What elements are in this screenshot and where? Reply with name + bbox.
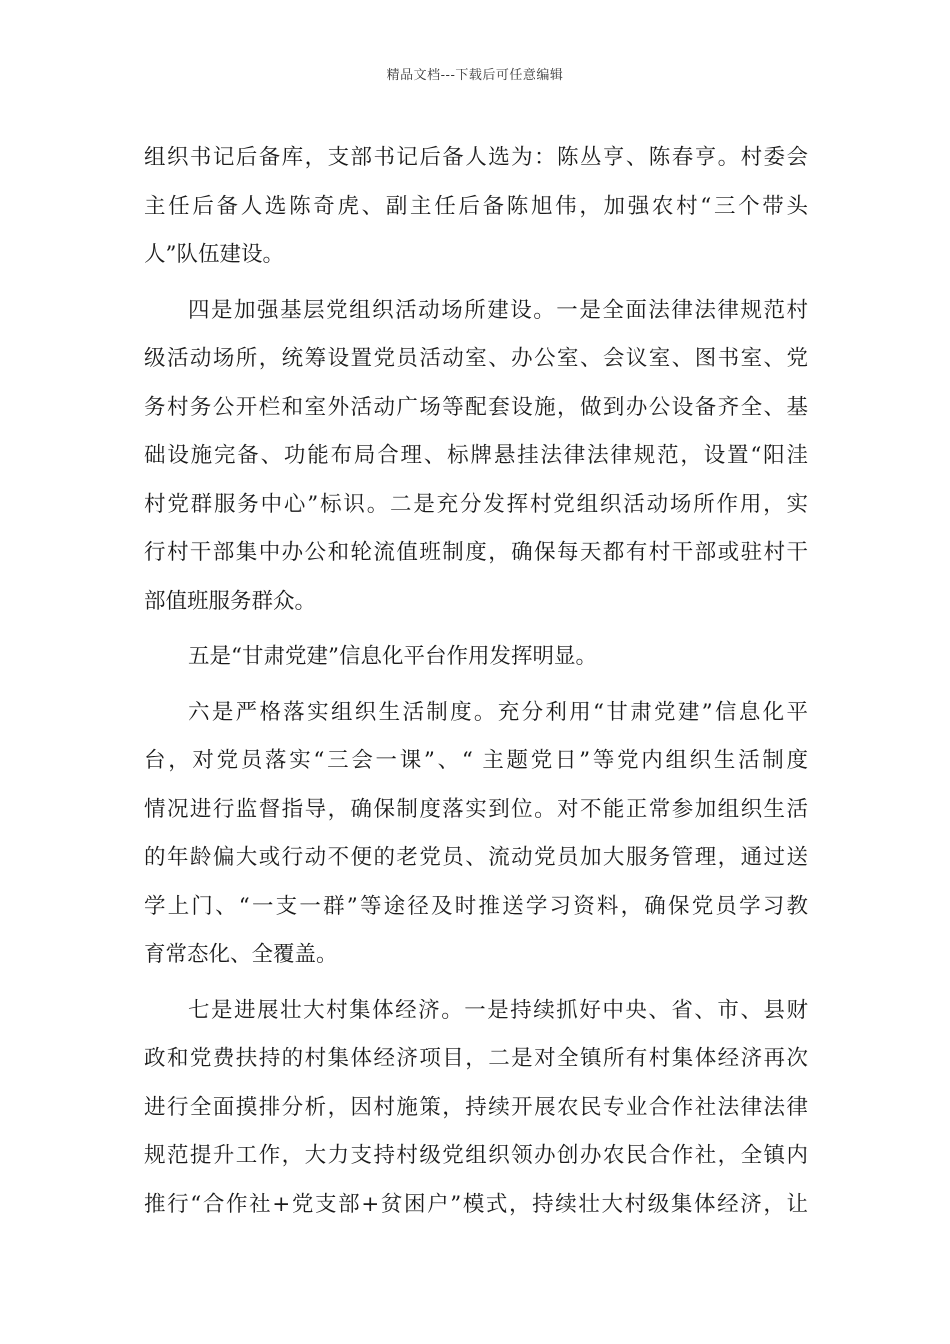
page-header: 精品文档---下载后可任意编辑 (386, 68, 564, 83)
paragraph (144, 287, 808, 627)
paragraph (144, 689, 808, 980)
text-line: 的年龄偏大或行动不便的老党员、流动党员加大服务管理，通过送 (144, 845, 808, 870)
text-line: 部值班服务群众。 (144, 588, 317, 614)
text-line: 四是加强基层党组织活动场所建设。一是全面法律法律规范村 (188, 297, 808, 323)
text-line: 政和党费扶持的村集体经济项目，二是对全镇所有村集体经济再次 (144, 1046, 808, 1071)
text-line: 行村干部集中办公和轮流值班制度，确保每天都有村干部或驻村干 (144, 540, 808, 565)
text-line: 人”队伍建设。 (144, 242, 284, 267)
text-line: 础设施完备、功能布局合理、标牌悬挂法律法律规范，设置“阳洼 (144, 443, 808, 468)
text-line: 学上门、“一支一群”等途径及时推送学习资料，确保党员学习教 (144, 893, 808, 919)
text-line: 进行全面摸排分析，因村施策，持续开展农民专业合作社法律法律 (144, 1094, 808, 1120)
text-line: 村党群服务中心”标识。二是充分发挥村党组织活动场所作用，实 (144, 491, 808, 517)
text-line: 务村务公开栏和室外活动广场等配套设施，做到办公设备齐全、基 (144, 394, 808, 420)
text-line: 情况进行监督指导，确保制度落实到位。对不能正常参加组织生活 (144, 796, 808, 822)
text-line: 五是“甘肃党建”信息化平台作用发挥明显。 (188, 644, 597, 669)
text-line: 组织书记后备库，支部书记后备人选为：陈丛亨、陈春亨。村委会 (144, 145, 808, 170)
paragraph (144, 134, 808, 280)
paragraph (144, 987, 808, 1230)
text-line: 主任后备人选陈奇虎、副主任后备陈旭伟，加强农村“三个带头 (144, 193, 808, 219)
paragraph (144, 633, 808, 682)
text-line: 推行“合作社+党支部+贫困户”模式，持续壮大村级集体经济，让 (144, 1191, 808, 1217)
text-line: 规范提升工作，大力支持村级党组织领办创办农民合作社，全镇内 (144, 1143, 808, 1168)
text-line: 七是进展壮大村集体经济。一是持续抓好中央、省、市、县财 (188, 997, 808, 1023)
text-line: 六是严格落实组织生活制度。充分利用“甘肃党建”信息化平 (188, 699, 808, 725)
text-line: 育常态化、全覆盖。 (144, 942, 338, 967)
text-line: 级活动场所，统筹设置党员活动室、办公室、会议室、图书室、党 (144, 346, 808, 371)
text-line: 台，对党员落实“三会一课”、“ 主题党日”等党内组织生活制度 (144, 748, 808, 773)
document-body (144, 134, 808, 1229)
